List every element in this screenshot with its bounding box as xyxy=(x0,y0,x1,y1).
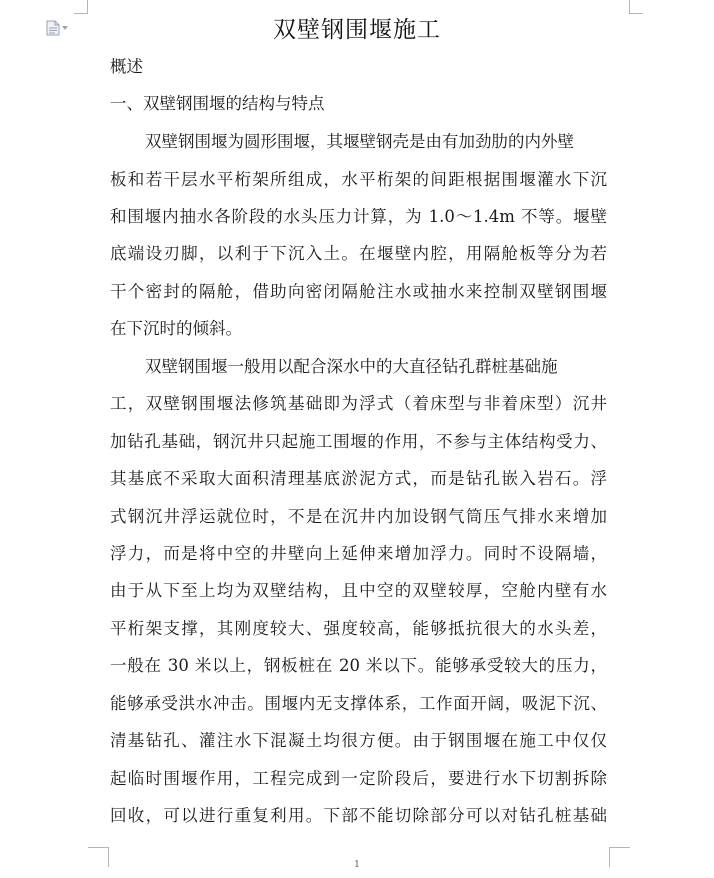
paragraph-line: 起临时围堰作用，工程完成到一定阶段后，要进行水下切割拆除 xyxy=(110,769,607,788)
paragraph-line: 双壁钢围堰为圆形围堰，其堰壁钢壳是由有加劲肋的内外壁 xyxy=(145,132,574,151)
document-title: 双壁钢围堰施工 xyxy=(273,17,441,43)
crop-mark-top-right-vertical xyxy=(629,0,630,13)
crop-mark-top-left-vertical xyxy=(87,0,88,13)
paragraph-line: 双壁钢围堰一般用以配合深水中的大直径钻孔群桩基础施 xyxy=(145,357,558,376)
paragraph-line: 由于从下至上均为双壁结构，且中空的双壁较厚，空舱内壁有水 xyxy=(110,581,607,600)
paragraph-line: 一般在 30 米以上，钢板桩在 20 米以下。能够承受较大的压力， xyxy=(110,656,607,675)
page-number: 1 xyxy=(354,860,360,870)
paragraph-line: 能够承受洪水冲击。围堰内无支撑体系，工作面开阔，吸泥下沉、 xyxy=(110,694,607,713)
paragraph-line: 回收，可以进行重复利用。下部不能切除部分可以对钻孔桩基础 xyxy=(110,806,607,825)
paragraph-line: 工，双壁钢围堰法修筑基础即为浮式（着床型与非着床型）沉井 xyxy=(110,394,607,413)
crop-mark-bottom-left-horizontal xyxy=(88,847,109,848)
paragraph-line: 在下沉时的倾斜。 xyxy=(110,319,242,338)
crop-mark-bottom-right-horizontal xyxy=(609,847,630,848)
paragraph-line: 浮力，而是将中空的井壁向上延伸来增加浮力。同时不设隔墙， xyxy=(110,544,607,563)
section-heading-structure: 一、双壁钢围堰的结构与特点 xyxy=(110,94,325,113)
paragraph-line: 底端设刃脚，以利于下沉入土。在堰壁内腔，用隔舱板等分为若 xyxy=(110,244,607,263)
paragraph-line: 式钢沉井浮运就位时，不是在沉井内加设钢气筒压气排水来增加 xyxy=(110,507,607,526)
section-heading-overview: 概述 xyxy=(110,57,143,76)
paragraph-line: 和围堰内抽水各阶段的水头压力计算，为 1.0～1.4m 不等。堰壁 xyxy=(110,207,607,226)
paragraph-line: 板和若干层水平桁架所组成，水平桁架的间距根据围堰灌水下沉 xyxy=(110,170,607,189)
paragraph-line: 平桁架支撑，其刚度较大、强度较高，能够抵抗很大的水头差， xyxy=(110,619,607,638)
paragraph-line: 清基钻孔、灌注水下混凝土均很方便。由于钢围堰在施工中仅仅 xyxy=(110,731,607,750)
paragraph-line: 其基底不采取大面积清理基底淤泥方式，而是钻孔嵌入岩石。浮 xyxy=(110,469,607,488)
paragraph-line: 干个密封的隔舱，借助向密闭隔舱注水或抽水来控制双壁钢围堰 xyxy=(110,282,607,301)
paragraph-line: 加钻孔基础，钢沉井只起施工围堰的作用，不参与主体结构受力、 xyxy=(110,432,607,451)
